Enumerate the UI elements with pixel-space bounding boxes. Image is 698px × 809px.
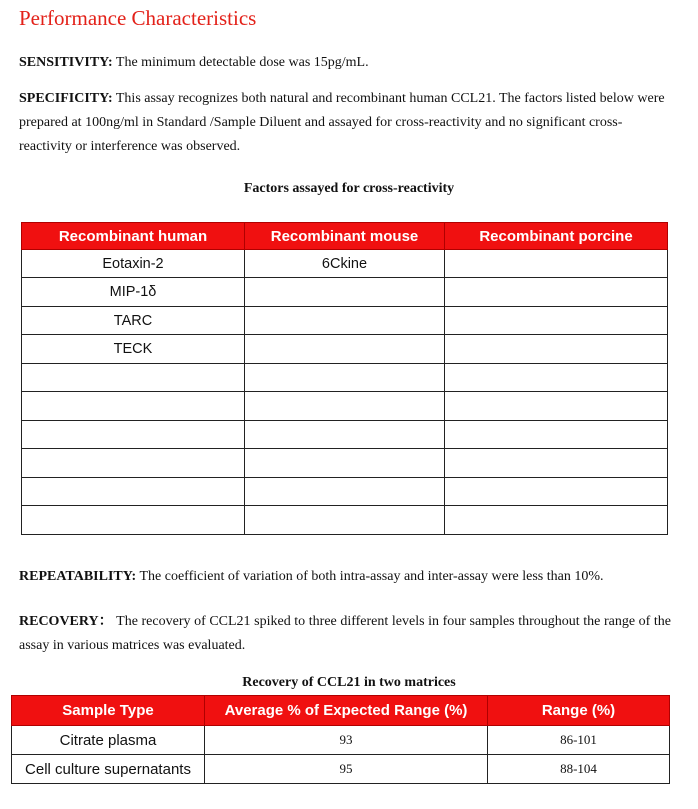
table-cell bbox=[245, 392, 445, 421]
table-row bbox=[22, 449, 668, 478]
table-cell bbox=[22, 421, 245, 449]
table-cell bbox=[245, 478, 445, 506]
column-header: Recombinant human bbox=[22, 223, 245, 250]
page-title: Performance Characteristics bbox=[19, 6, 257, 30]
table-row bbox=[22, 506, 668, 535]
table-cell bbox=[22, 478, 245, 506]
table-cell bbox=[445, 478, 668, 506]
table-cell bbox=[445, 392, 668, 421]
table-cell bbox=[245, 449, 445, 478]
table-row bbox=[22, 392, 668, 421]
specificity-paragraph bbox=[19, 87, 671, 159]
table-cell: 88-104 bbox=[488, 755, 670, 784]
repeatability-text: The coefficient of variation of both intra-assay and inter-assay were less than 10%. bbox=[139, 569, 604, 584]
table-cell bbox=[445, 421, 668, 449]
table-cell bbox=[22, 449, 245, 478]
table-row bbox=[22, 307, 668, 335]
sensitivity-label: SENSITIVITY: bbox=[19, 55, 113, 70]
specificity-label: SPECIFICITY: bbox=[19, 91, 113, 106]
cross-reactivity-table bbox=[21, 222, 668, 535]
table-row bbox=[22, 250, 668, 278]
column-header: Recombinant mouse bbox=[245, 223, 445, 250]
table-cell bbox=[22, 364, 245, 392]
table-row bbox=[22, 278, 668, 307]
table-header-row bbox=[22, 223, 668, 250]
table-header-row bbox=[12, 696, 670, 726]
table-cell bbox=[22, 506, 245, 535]
table-cell bbox=[445, 449, 668, 478]
recovery-table bbox=[11, 695, 670, 784]
table-cell bbox=[445, 307, 668, 335]
table-cell: Citrate plasma bbox=[12, 726, 205, 755]
sensitivity-text: The minimum detectable dose was 15pg/mL. bbox=[115, 55, 369, 70]
column-header: Recombinant porcine bbox=[445, 223, 668, 250]
recovery-paragraph bbox=[19, 610, 671, 658]
table-cell: TARC bbox=[22, 307, 245, 335]
table-cell bbox=[445, 335, 668, 364]
table-cell bbox=[22, 392, 245, 421]
repeatability-label: REPEATABILITY: bbox=[19, 569, 137, 584]
table-cell: TECK bbox=[22, 335, 245, 364]
recovery-label: RECOVERY： bbox=[19, 614, 113, 629]
table-cell bbox=[245, 421, 445, 449]
column-header: Range (%) bbox=[488, 696, 670, 726]
table-cell bbox=[245, 364, 445, 392]
table-cell: 93 bbox=[205, 726, 488, 755]
specificity-text: This assay recognizes both natural and recombinant human CCL21. The factors listed below were prepared at 100ng/ml in Standard /Sample Diluent and assayed for cross-reactivity and no significant cross-reactivity or interference was observed. bbox=[19, 91, 665, 154]
table-cell bbox=[445, 250, 668, 278]
table-row bbox=[12, 755, 670, 784]
table-row bbox=[22, 335, 668, 364]
table-cell bbox=[445, 364, 668, 392]
table-cell bbox=[245, 278, 445, 307]
table-cell: Cell culture supernatants bbox=[12, 755, 205, 784]
table-row bbox=[22, 421, 668, 449]
table-cell: MIP-1δ bbox=[22, 278, 245, 307]
table-cell: 86-101 bbox=[488, 726, 670, 755]
table-cell: Eotaxin-2 bbox=[22, 250, 245, 278]
table-cell bbox=[445, 506, 668, 535]
column-header: Average % of Expected Range (%) bbox=[205, 696, 488, 726]
table-cell bbox=[245, 307, 445, 335]
table-cell bbox=[245, 335, 445, 364]
table-cell bbox=[245, 506, 445, 535]
table-cell bbox=[445, 278, 668, 307]
recovery-table-caption: Recovery of CCL21 in two matrices bbox=[242, 675, 456, 690]
table-cell: 6Ckine bbox=[245, 250, 445, 278]
table-row bbox=[22, 364, 668, 392]
sensitivity-paragraph bbox=[19, 51, 671, 75]
column-header: Sample Type bbox=[12, 696, 205, 726]
repeatability-paragraph bbox=[19, 565, 671, 589]
recovery-text: The recovery of CCL21 spiked to three different levels in four samples throughout the range of the assay in various matrices was evaluated. bbox=[19, 614, 671, 653]
table-row bbox=[12, 726, 670, 755]
cross-table-caption: Factors assayed for cross-reactivity bbox=[243, 181, 455, 196]
table-row bbox=[22, 478, 668, 506]
table-cell: 95 bbox=[205, 755, 488, 784]
